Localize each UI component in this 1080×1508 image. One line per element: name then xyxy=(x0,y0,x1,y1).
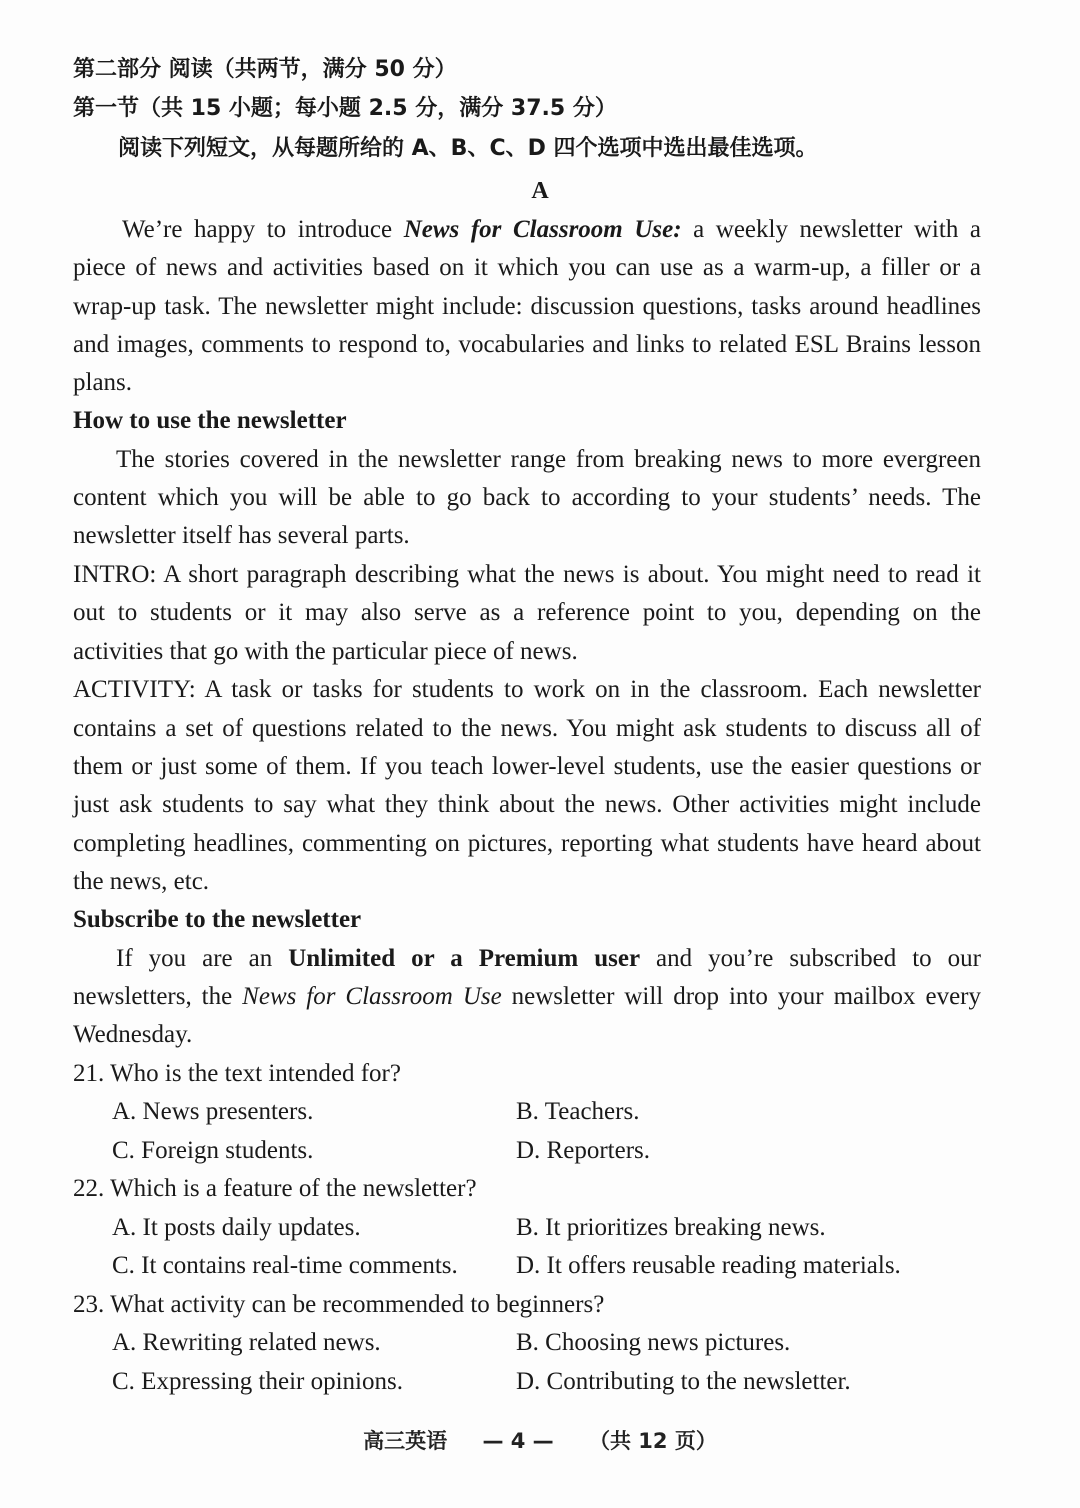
intro-line-4: and images, comments to respond to, vocabularies and links to related ESL Brains lesson xyxy=(73,331,981,358)
option-21-c[interactable]: C. Foreign students. xyxy=(112,1137,314,1164)
footer-subject: 高三英语 xyxy=(363,1429,448,1453)
newsletter-title: News for Classroom Use xyxy=(242,983,502,1010)
passage-label: A xyxy=(531,178,549,204)
how-to-use-line-2: content which you will be able to go back to according to your students’ needs. The xyxy=(73,484,981,511)
intro-part-line-2: out to students or it may also serve as a reference point to you, depending on the xyxy=(73,599,981,626)
subscribe-text: newsletter will drop into your mailbox every xyxy=(501,983,981,1010)
page-total: （共 12 页） xyxy=(589,1429,717,1453)
question-text: What activity can be recommended to beginners? xyxy=(110,1291,605,1318)
question-number: 21. xyxy=(73,1060,105,1087)
activity-line-5: completing headlines, commenting on pictures, reporting what students have heard about xyxy=(73,830,981,857)
option-21-d[interactable]: D. Reporters. xyxy=(516,1137,650,1164)
intro-line-2: piece of news and activities based on it which you can use as a warm-up, a filler or a xyxy=(73,254,981,281)
question-number: 22. xyxy=(73,1175,105,1202)
question-21 xyxy=(73,1059,981,1089)
subscribe-heading: Subscribe to the newsletter xyxy=(73,906,362,933)
subscribe-text: If you are an xyxy=(116,945,289,972)
question-text: Who is the text intended for? xyxy=(110,1060,401,1087)
option-22-d[interactable]: D. It offers reusable reading materials. xyxy=(516,1252,901,1279)
intro-line-1 xyxy=(122,215,981,245)
intro-line-3: wrap-up task. The newsletter might include: discussion questions, tasks around headlines xyxy=(73,293,981,320)
intro-text: We’re happy to introduce xyxy=(122,216,404,243)
part-title: 第二部分 阅读（共两节，满分 50 分） xyxy=(73,57,457,82)
option-22-c[interactable]: C. It contains real-time comments. xyxy=(112,1252,458,1279)
option-22-b[interactable]: B. It prioritizes breaking news. xyxy=(516,1214,826,1241)
how-to-use-line-3: newsletter itself has several parts. xyxy=(73,522,410,549)
option-23-b[interactable]: B. Choosing news pictures. xyxy=(516,1329,791,1356)
question-23 xyxy=(73,1290,981,1320)
subscribe-line-1 xyxy=(116,944,981,974)
instruction: 阅读下列短文，从每题所给的 A、B、C、D 四个选项中选出最佳选项。 xyxy=(118,136,818,161)
option-21-a[interactable]: A. News presenters. xyxy=(112,1098,314,1125)
option-21-b[interactable]: B. Teachers. xyxy=(516,1098,640,1125)
question-number: 23. xyxy=(73,1291,105,1318)
subscribe-text: and you’re subscribed to our xyxy=(640,945,981,972)
intro-part-line-3: activities that go with the particular piece of news. xyxy=(73,638,578,665)
section-title: 第一节（共 15 小题；每小题 2.5 分，满分 37.5 分） xyxy=(73,96,617,121)
activity-line-3: them or just some of them. If you teach lower-level students, use the easier questions or xyxy=(73,753,981,780)
user-tier: Unlimited or a Premium user xyxy=(288,945,641,972)
intro-part-line-1: INTRO: A short paragraph describing what the news is about. You might need to read it xyxy=(73,561,981,588)
how-to-use-heading: How to use the newsletter xyxy=(73,407,347,434)
newsletter-title: News for Classroom Use: xyxy=(403,216,682,243)
intro-line-5: plans. xyxy=(73,369,133,396)
question-text: Which is a feature of the newsletter? xyxy=(110,1175,477,1202)
option-23-d[interactable]: D. Contributing to the newsletter. xyxy=(516,1368,851,1395)
subscribe-line-2 xyxy=(73,982,981,1012)
activity-line-2: contains a set of questions related to the news. You might ask students to discuss all of xyxy=(73,715,981,742)
intro-text: a weekly newsletter with a xyxy=(681,216,981,243)
subscribe-line-3: Wednesday. xyxy=(73,1021,193,1048)
subscribe-text: newsletters, the xyxy=(73,983,243,1010)
how-to-use-line-1: The stories covered in the newsletter range from breaking news to more evergreen xyxy=(116,446,981,473)
option-22-a[interactable]: A. It posts daily updates. xyxy=(112,1214,361,1241)
option-23-a[interactable]: A. Rewriting related news. xyxy=(112,1329,381,1356)
option-23-c[interactable]: C. Expressing their opinions. xyxy=(112,1368,403,1395)
activity-line-1: ACTIVITY: A task or tasks for students to work on in the classroom. Each newsletter xyxy=(73,676,981,703)
page-number: — 4 — xyxy=(482,1429,554,1453)
question-22 xyxy=(73,1174,981,1204)
activity-line-4: just ask students to say what they think about the news. Other activities might include xyxy=(73,791,981,818)
activity-line-6: the news, etc. xyxy=(73,868,210,895)
page-footer xyxy=(0,1425,1080,1455)
